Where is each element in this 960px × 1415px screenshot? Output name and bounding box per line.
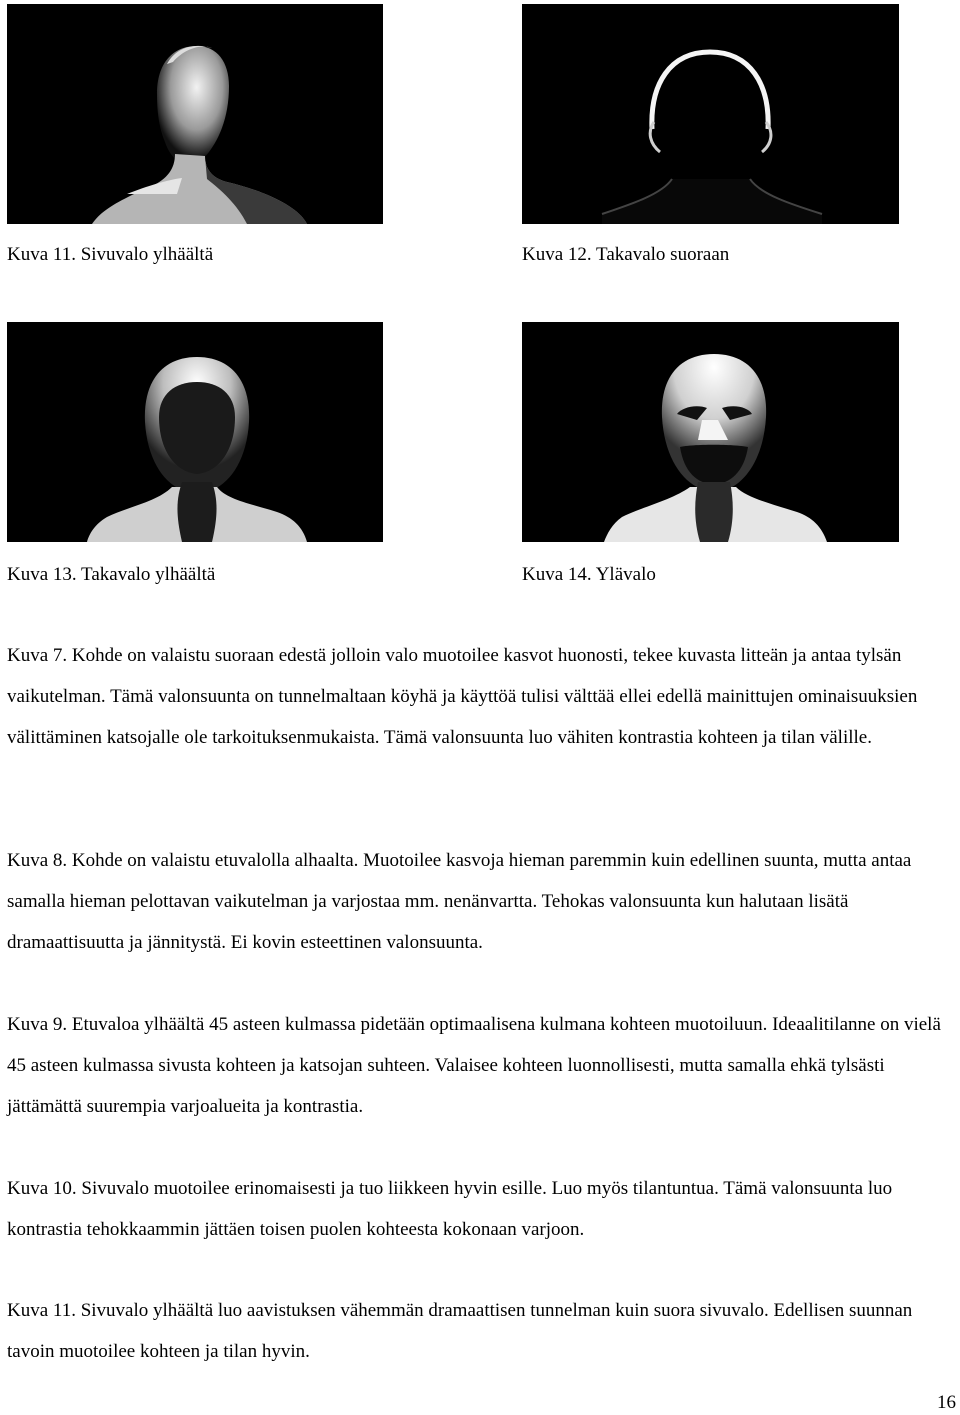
- photo-back-light-from-above: [7, 322, 383, 542]
- photo-back-light-from-above-illustration: [7, 322, 383, 542]
- paragraph-kuva-8: [7, 840, 957, 963]
- paragraph-kuva-9: [7, 1004, 957, 1127]
- paragraph-text: Kuva 7. Kohde on valaistu suoraan edestä jolloin valo muotoilee kasvot huonosti, tekee kuvasta litteän ja antaa tylsän vaikutelman. Tämä valonsuunta on tunnelmaltaan köyhä ja käyttöä tulisi välttää ellei edellä mainittujen ominaisuuksien välittäminen katsojalle ole tarkoituksenmukaista. Tämä valonsuunta luo vähiten kontrastia kohteen ja tilan välille.: [7, 645, 918, 748]
- figure-caption-12: Kuva 12. Takavalo suoraan: [522, 244, 730, 265]
- paragraph-kuva-10: [7, 1168, 957, 1250]
- paragraph-kuva-11: [7, 1290, 957, 1372]
- paragraph-kuva-7: [7, 635, 957, 758]
- photo-top-light: [522, 322, 899, 542]
- paragraph-text: Kuva 10. Sivuvalo muotoilee erinomaisesti ja tuo liikkeen hyvin esille. Luo myös tilantuntua. Tämä valonsuunta luo kontrastia tehokkaammin jättäen toisen puolen kohteesta kokonaan varjoon.: [7, 1178, 893, 1240]
- paragraph-text: Kuva 9. Etuvaloa ylhäältä 45 asteen kulmassa pidetään optimaalisena kulmana kohteen muotoiluun. Ideaalitilanne on vielä 45 asteen kulmassa sivusta kohteen ja katsojan suhteen. Valaisee kohteen luonnollisesti, mutta samalla ehkä tylsästi jättämättä suurempia varjoalueita ja kontrastia.: [7, 1014, 941, 1117]
- figure-caption-14: Kuva 14. Ylävalo: [522, 564, 656, 585]
- photo-top-light-illustration: [522, 322, 899, 542]
- photo-back-light-straight-illustration: [522, 4, 899, 224]
- figure-caption-13: Kuva 13. Takavalo ylhäältä: [7, 564, 216, 585]
- figure-caption-11: Kuva 11. Sivuvalo ylhäältä: [7, 244, 214, 265]
- photo-back-light-straight: [522, 4, 899, 224]
- photo-side-light-from-above-illustration: [7, 4, 383, 224]
- paragraph-text: Kuva 11. Sivuvalo ylhäältä luo aavistuksen vähemmän dramaattisen tunnelman kuin suora sivuvalo. Edellisen suunnan tavoin muotoilee kohteen ja tilan hyvin.: [7, 1300, 913, 1362]
- paragraph-text: Kuva 8. Kohde on valaistu etuvalolla alhaalta. Muotoilee kasvoja hieman paremmin kuin edellinen suunta, mutta antaa samalla hieman pelottavan vaikutelman ja varjostaa mm. nenänvartta. Tehokas valonsuunta kun halutaan lisätä dramaattisuutta ja jännitystä. Ei kovin esteettinen valonsuunta.: [7, 850, 912, 953]
- page-number: 16: [937, 1392, 956, 1413]
- photo-side-light-from-above: [7, 4, 383, 224]
